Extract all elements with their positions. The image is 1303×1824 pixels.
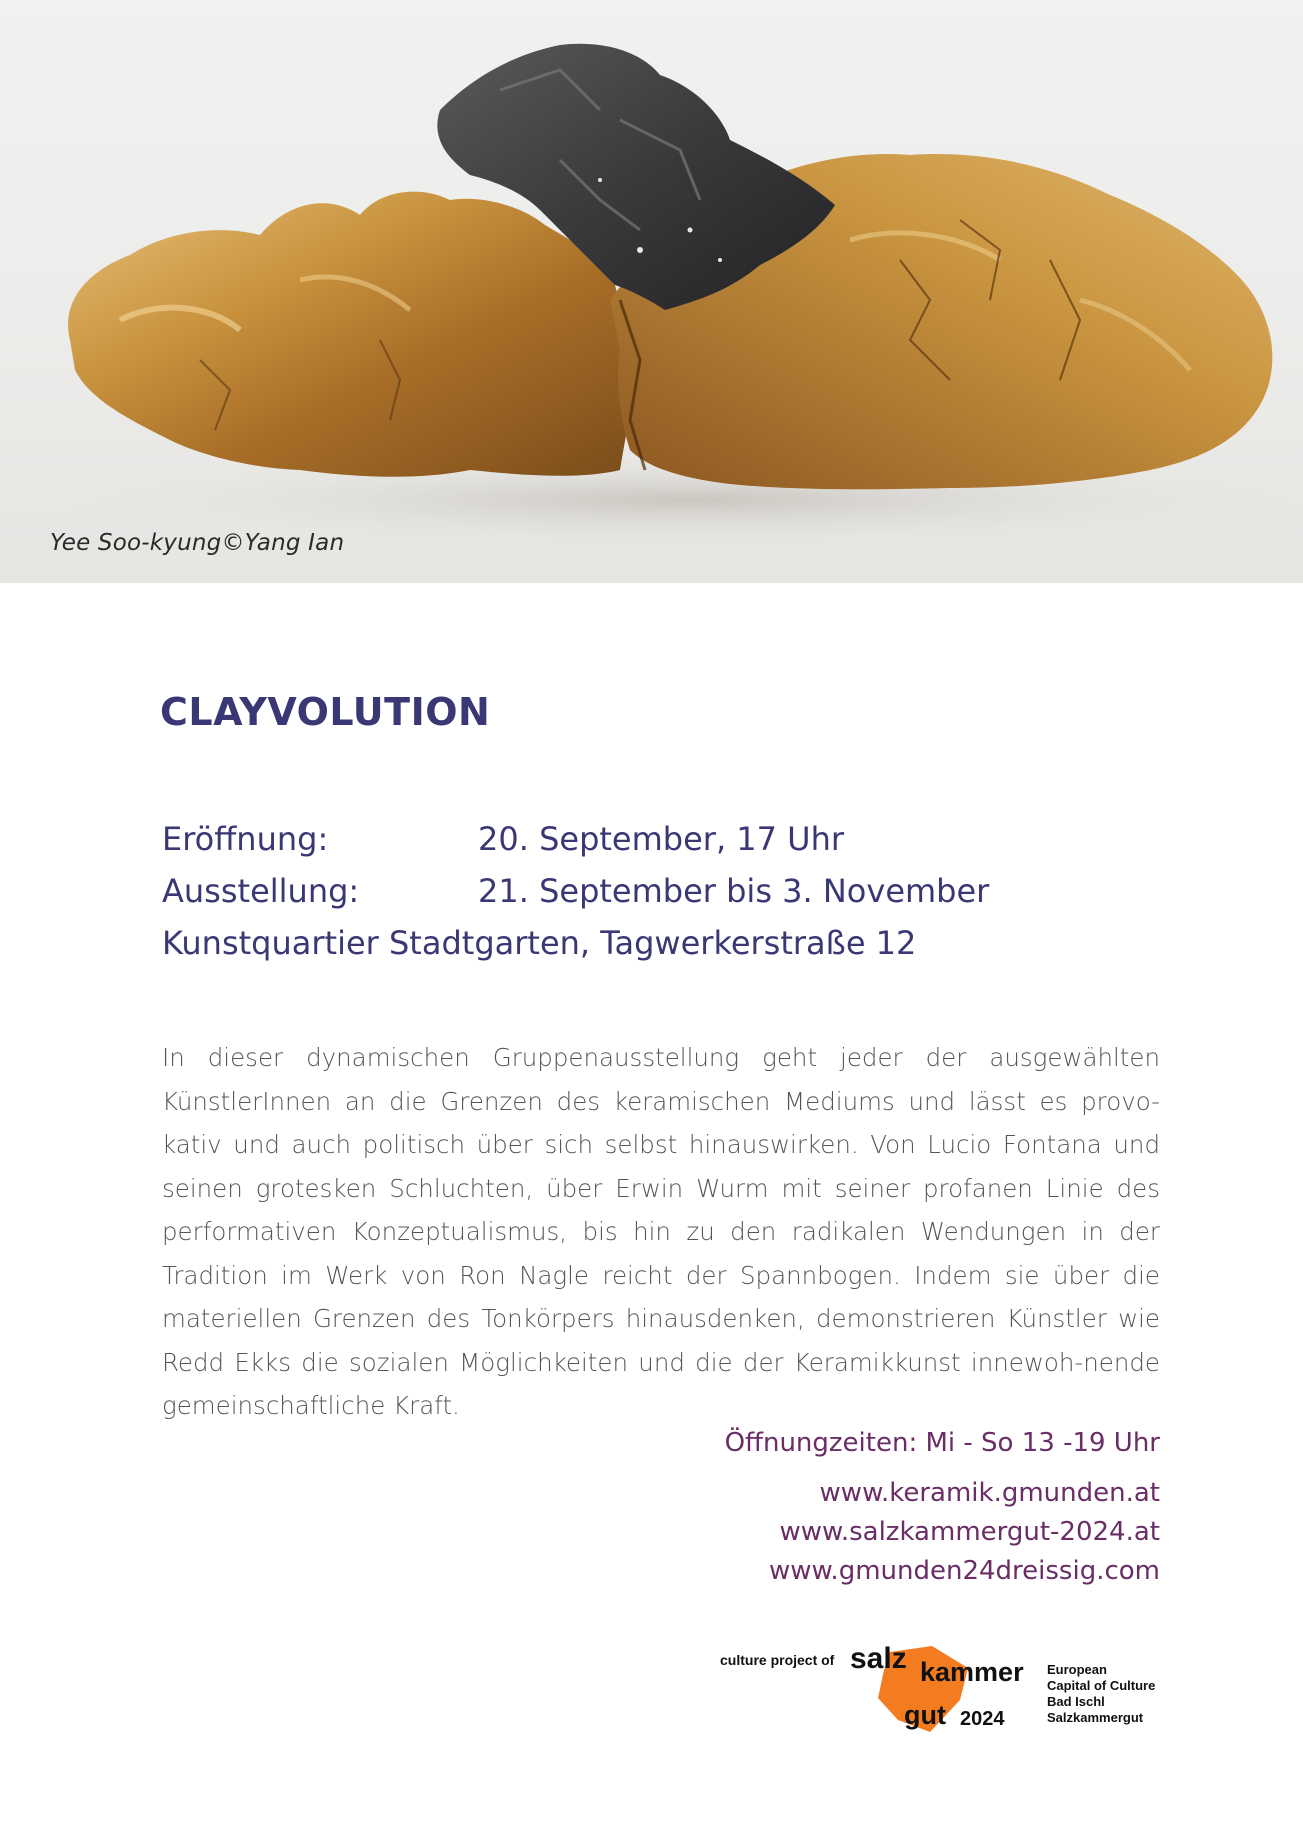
logo-word-gut: gut [904,1700,946,1730]
ecc-line-1: European [1047,1662,1107,1677]
opening-label: Eröffnung: [162,820,329,858]
exhibition-title: CLAYVOLUTION [160,690,491,734]
link-gmunden[interactable]: www.gmunden24dreissig.com [769,1556,1160,1586]
sculpture-illustration [0,0,1303,583]
link-keramik[interactable]: www.keramik.gmunden.at [819,1478,1160,1508]
ecc-text [1047,1662,1155,1726]
ecc-line-3: Bad Ischl [1047,1694,1105,1709]
ecc-line-4: Salzkammergut [1047,1710,1144,1725]
logo-caption: culture project of [720,1652,835,1668]
opening-value: 20. September, 17 Uhr [478,820,845,858]
photo-credit: Yee Soo-kyung©Yang Ian [50,530,345,556]
exhibition-label: Ausstellung: [162,872,360,910]
hero-image [0,0,1303,583]
logo-word-salz: salz [850,1642,907,1675]
opening-hours: Öffnungzeiten: Mi - So 13 -19 Uhr [724,1428,1160,1458]
description-paragraph: In dieser dynamischen Gruppenausstellung geht jeder der ausgewählten KünstlerInnen an die Grenzen des keramischen Mediums und lässt es provo-kativ und auch politisch über sich selbst hinauswirken. Von Lucio Fontana und seinen grotesken Schluchten, über Erwin Wurm mit seiner profanen Linie des performativen Konzeptualismus, bis hin zu den radikalen Wendungen in der Tradition im Werk von Ron Nagle reicht der Spannbogen. Indem sie über die materiellen Grenzen des Tonkörpers hinausdenken, demonstrieren Künstler wie Redd Ekks die sozialen Möglichkeiten und die der Keramikkunst innewoh-nende gemeinschaftliche Kraft. [162,1043,1160,1420]
ecc-line-2: Capital of Culture [1047,1678,1156,1693]
location: Kunstquartier Stadtgarten, Tagwerkerstraße 12 [162,924,917,962]
logo-word-kammer: kammer [920,1657,1024,1687]
logo-year: 2024 [960,1708,1005,1730]
exhibition-value: 21. September bis 3. November [478,872,990,910]
link-salzkammergut[interactable]: www.salzkammergut-2024.at [779,1517,1160,1547]
